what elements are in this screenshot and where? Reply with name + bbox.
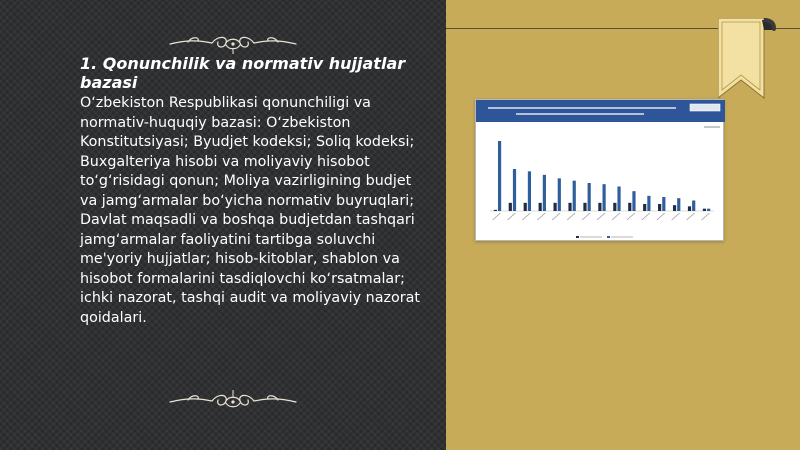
x-tick-label-14: [687, 213, 695, 220]
x-tick-label-11: [642, 213, 650, 220]
x-tick-label-7: [582, 213, 590, 220]
bar-series-1-4: [539, 203, 542, 211]
bar-series-1-11: [643, 204, 646, 211]
x-tick-label-15: [702, 213, 710, 220]
x-tick-label-9: [612, 213, 620, 220]
flourish-divider-icon: [168, 388, 298, 414]
bar-series-2-7: [588, 183, 591, 211]
x-tick-label-10: [627, 213, 635, 220]
bar-series-2-2: [513, 169, 516, 211]
bar-series-1-14: [688, 206, 691, 211]
slide-title: 1. Qonunchilik va normativ hujjatlar bazasi: [80, 54, 406, 92]
legend-swatch-series-1: [576, 236, 579, 238]
legend-swatch-series-2: [607, 236, 610, 238]
bar-series-1-8: [598, 203, 601, 211]
bar-series-1-13: [673, 205, 676, 211]
bar-series-1-9: [613, 203, 616, 211]
x-tick-label-2: [507, 213, 515, 220]
x-tick-label-12: [657, 213, 665, 220]
bar-series-2-10: [632, 191, 635, 211]
x-tick-label-13: [672, 213, 680, 220]
chart-badge: [690, 104, 720, 111]
bar-series-1-2: [509, 203, 512, 211]
bar-series-2-1: [498, 141, 501, 211]
x-tick-label-1: [492, 213, 500, 220]
bar-series-2-5: [558, 178, 561, 211]
bar-series-2-9: [617, 187, 620, 212]
bar-series-2-8: [603, 184, 606, 211]
bar-series-2-3: [528, 171, 531, 211]
bar-series-2-6: [573, 181, 576, 211]
bar-series-2-11: [647, 196, 650, 211]
bar-series-1-1: [494, 210, 497, 211]
bar-series-1-15: [703, 209, 706, 211]
x-tick-label-8: [597, 213, 605, 220]
slide-body-text: O‘zbekiston Respublikasi qonunchiligi va normativ-huquqiy bazasi: O‘zbekiston Konstitutsiyasi; Byudjet kodeksi; Soliq kodeksi; Buxgalteriya hisobi va moliyaviy hisobot to‘g‘risidagi qonun; Moliya vazirligining budjet va jamg‘armalar bo‘yicha normativ buyruqlari; Davlat maqsadli va boshqa budjetdan tashqari jamg‘armalar faoliyatini tartibga soluvchi me'yoriy hujjatlar; hisob-kitoblar, shablon va hisobot formalarini tasdiqlovchi ko‘rsatmalar; ichki nazorat, tashqi audit va moliyaviy nazorat qoidalari.: [80, 95, 420, 326]
x-tick-label-6: [567, 213, 575, 220]
bar-chart: [476, 100, 725, 242]
bar-series-2-12: [662, 197, 665, 211]
x-tick-label-3: [522, 213, 530, 220]
bar-series-2-14: [692, 201, 695, 212]
flourish-divider-icon: [168, 30, 298, 56]
bar-series-1-6: [568, 203, 571, 211]
x-tick-label-5: [552, 213, 560, 220]
bar-series-1-5: [554, 203, 557, 211]
bar-series-1-3: [524, 203, 527, 211]
x-tick-label-4: [537, 213, 545, 220]
bar-series-1-7: [583, 203, 586, 211]
bar-series-1-12: [658, 204, 661, 211]
bar-series-2-4: [543, 175, 546, 211]
bar-series-2-13: [677, 198, 680, 211]
chart-card: [475, 99, 724, 241]
bookmark-ribbon-icon: [718, 18, 776, 100]
bar-series-2-15: [707, 209, 710, 211]
bar-series-1-10: [628, 203, 631, 211]
